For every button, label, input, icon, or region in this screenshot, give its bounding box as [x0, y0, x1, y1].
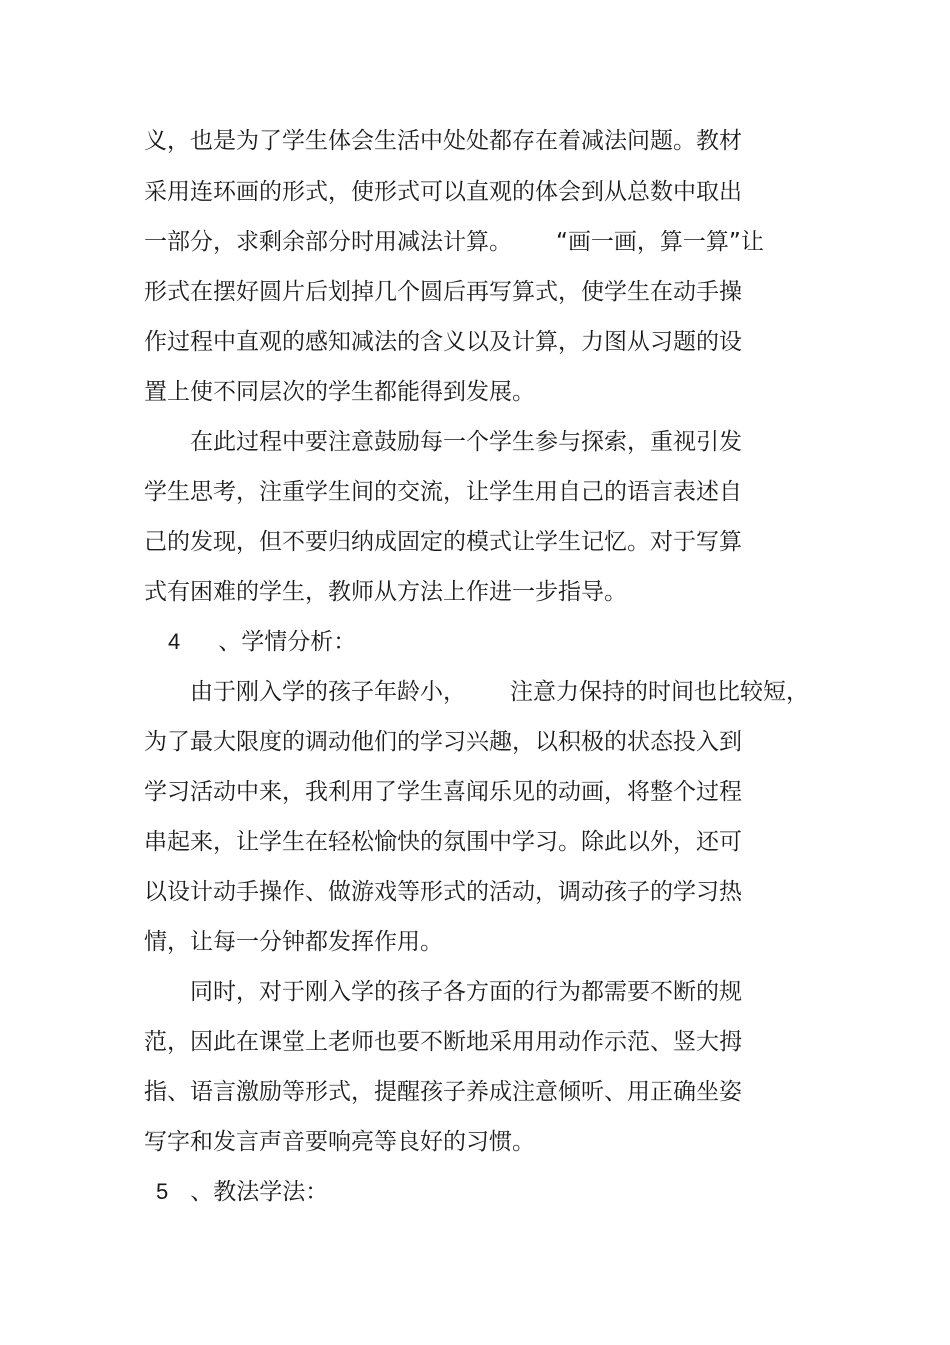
text-run: 由于刚入学的孩子年龄小， — [190, 679, 466, 705]
text-run: 以设计动手操作、做游戏等形式的活动，调动孩子的学习热 — [144, 879, 742, 905]
paragraph-line — [144, 1122, 535, 1162]
text-run: 指、语言激励等形式，提醒孩子养成注意倾听、用正确坐姿 — [144, 1079, 742, 1105]
paragraph-line — [144, 522, 742, 562]
text-run: 情，让每一分钟都发挥作用。 — [144, 929, 443, 955]
paragraph-line — [144, 872, 742, 912]
text-run: 为了最大限度的调动他们的学习兴趣，以积极的状态投入到 — [144, 729, 742, 755]
heading-text: 、学情分析： — [218, 629, 357, 655]
text-run: 学生思考，注重学生间的交流，让学生用自己的语言表述自 — [144, 479, 742, 505]
text-run: 在此过程中要注意鼓励每一个学生参与探索，重视引发 — [190, 429, 742, 455]
paragraph-line — [144, 472, 742, 512]
paragraph-line — [144, 222, 764, 262]
section-heading — [156, 1172, 328, 1212]
paragraph-line — [144, 772, 742, 812]
text-run: 学习活动中来，我利用了学生喜闻乐见的动画，将整个过程 — [144, 779, 742, 805]
text-run: 写字和发言声音要响亮等良好的习惯。 — [144, 1129, 535, 1155]
text-run: 己的发现，但不要归纳成固定的模式让学生记忆。对于写算 — [144, 529, 742, 555]
text-run: 同时，对于刚入学的孩子各方面的行为都需要不断的规 — [190, 979, 742, 1005]
heading-text: 、教法学法： — [190, 1179, 329, 1205]
text-run: 形式在摆好圆片后划掉几个圆后再写算式，使学生在动手操 — [144, 279, 742, 305]
paragraph-line — [190, 422, 742, 462]
text-run: 串起来，让学生在轻松愉快的氛围中学习。除此以外，还可 — [144, 829, 742, 855]
paragraph-line — [144, 372, 535, 412]
text-run: 置上使不同层次的学生都能得到发展。 — [144, 379, 535, 405]
text-run: 范，因此在课堂上老师也要不断地采用用动作示范、竖大拇 — [144, 1029, 742, 1055]
paragraph-line — [144, 172, 742, 212]
paragraph-line — [144, 1022, 742, 1062]
text-run: 一部分，求剩余部分时用减法计算。 — [144, 229, 512, 255]
paragraph-line — [144, 272, 742, 312]
paragraph-line — [144, 822, 742, 862]
paragraph-line — [144, 322, 742, 362]
paragraph-line — [144, 121, 742, 161]
text-run: 采用连环画的形式，使形式可以直观的体会到从总数中取出 — [144, 179, 742, 205]
section-heading — [168, 622, 356, 662]
text-run: 作过程中直观的感知减法的含义以及计算，力图从习题的设 — [144, 329, 742, 355]
text-run: 义，也是为了学生体会生活中处处都存在着减法问题。教材 — [144, 128, 742, 154]
text-run: “画一画，算一算”让 — [556, 229, 764, 255]
heading-number: 5 — [156, 1179, 169, 1204]
heading-number: 4 — [168, 629, 181, 654]
paragraph-line — [144, 722, 742, 762]
paragraph-line — [190, 672, 809, 712]
paragraph-line — [144, 1072, 742, 1112]
paragraph-line — [144, 922, 443, 962]
paragraph-line — [144, 572, 627, 612]
text-run: 注意力保持的时间也比较短， — [510, 679, 809, 705]
text-run: 式有困难的学生，教师从方法上作进一步指导。 — [144, 579, 627, 605]
paragraph-line — [190, 972, 742, 1012]
